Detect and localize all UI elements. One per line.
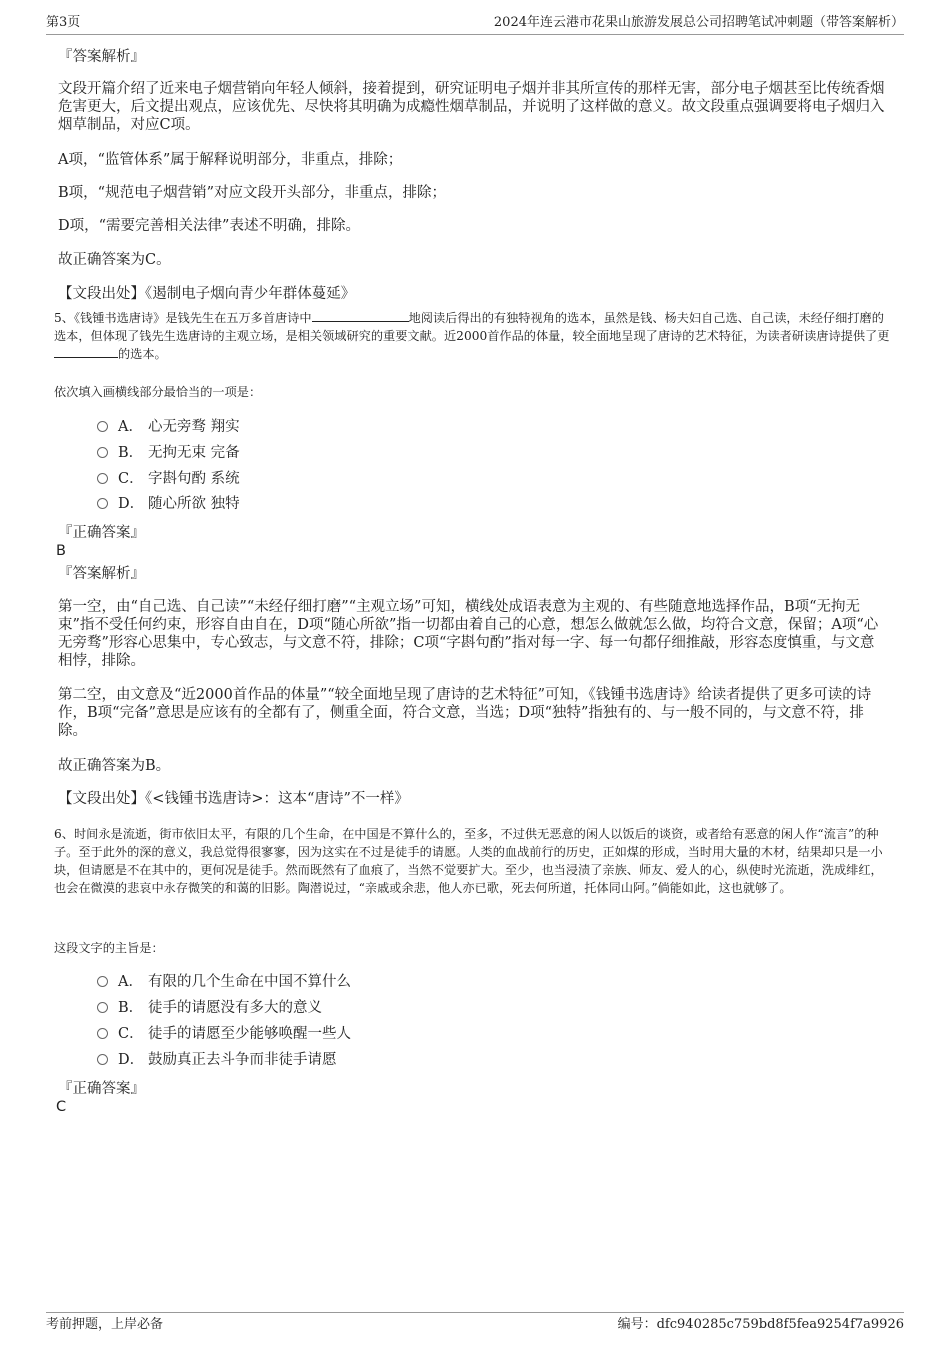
q6-answer-label: 『正确答案』 <box>58 1081 145 1097</box>
page-header <box>46 14 904 35</box>
q6-stem: 6、时间永是流逝，街市依旧太平，有限的几个生命，在中国是不算什么的，至多，不过供无恶意的闲人以饭后的谈资，或者给有恶意的闲人作“流言”的种子。至于此外的深的意义，我总觉得很寥寥，因为这实在不过是徒手的请愿。人类的血战前行的历史，正如煤的形成，当时用大量的木材，结果却只是一小块，但请愿是不在其中的，更何况是徒手。然而既然有了血痕了，当然不觉要扩大。至少，也当浸渍了亲族、师友、爱人的心，纵使时光流逝，洗成绯红，也会在微漠的悲哀中永存微笑的和蔼的旧影。陶潜说过，“亲戚或余悲，他人亦已歌，死去何所道，托体同山阿。”倘能如此，这也就够了。 <box>54 827 883 895</box>
q4-conclusion: 故正确答案为C。 <box>58 252 171 268</box>
q5-analysis-label: 『答案解析』 <box>58 566 145 582</box>
q6-option-a-letter: A． <box>118 974 143 990</box>
q5-blank-2 <box>54 345 118 358</box>
radio-icon[interactable] <box>97 498 108 509</box>
document-code: 编号：dfc940285c759bd8f5fea9254f7a9926 <box>617 1317 904 1332</box>
q5-stem-part1: 5、《钱锺书选唐诗》是钱先生在五万多首唐诗中 <box>54 311 312 325</box>
radio-icon[interactable] <box>97 1002 108 1013</box>
q5-stem-part2: 地阅读后得出的有独特视角的选本，虽然是钱、杨夫妇自己选、自己读，未经仔细打磨的选本，但体现了钱先生选唐诗的主观立场，是相关领域研究的重要文献。近2000首作品的体量，较全面地呈现了唐诗的艺术特征，为读者研读唐诗提供了更 <box>54 311 890 343</box>
q4-source: 【文段出处】《遏制电子烟向青少年群体蔓延》 <box>58 286 356 302</box>
q5-option-c-letter: C． <box>118 471 144 487</box>
q6-option-b-text: 徒手的请愿没有多大的意义 <box>148 1000 322 1016</box>
radio-icon[interactable] <box>97 1054 108 1065</box>
page-footer <box>46 1312 904 1336</box>
q6-option-b[interactable] <box>97 999 322 1017</box>
q5-analysis-paragraph-1: 第一空，由“自己选、自己读”“未经仔细打磨”“主观立场”可知，横线处成语表意为主观的、有些随意地选择作品，B项“无拘无束”指不受任何约束，形容自由自在，D项“随心所欲”指一切都由着自己的心意，想怎么做就怎么做，均符合文意，保留；A项“心无旁骛”形容心思集中，专心致志，与文意不符，排除；C项“字斟句酌”指对每一字、每一句都仔细推敲，形容态度慎重，与文意相悖，排除。 <box>58 599 879 669</box>
q5-source: 【文段出处】《<钱锺书选唐诗>：这本“唐诗”不一样》 <box>58 791 409 807</box>
q5-conclusion: 故正确答案为B。 <box>58 758 171 774</box>
q5-option-c[interactable] <box>97 470 240 488</box>
q6-option-d-text: 鼓励真正去斗争而非徒手请愿 <box>148 1052 337 1068</box>
radio-icon[interactable] <box>97 447 108 458</box>
q5-option-a[interactable] <box>97 418 240 436</box>
q5-option-b-letter: B． <box>118 445 144 461</box>
q5-option-d-text: 随心所欲 独特 <box>148 496 240 512</box>
q6-option-b-letter: B． <box>118 1000 144 1016</box>
q5-answer: B <box>56 543 66 559</box>
q6-option-d-letter: D． <box>118 1052 145 1068</box>
q5-option-b[interactable] <box>97 444 240 462</box>
q5-option-a-letter: A． <box>118 419 143 435</box>
q5-option-d[interactable] <box>97 495 240 513</box>
q5-stem-part3: 的选本。 <box>118 347 167 361</box>
radio-icon[interactable] <box>97 473 108 484</box>
q6-answer: C <box>56 1099 67 1115</box>
q4-analysis-option-a: A项，“监管体系”属于解释说明部分，非重点，排除； <box>58 152 403 168</box>
q5-analysis-paragraph-2: 第二空，由文意及“近2000首作品的体量”“较全面地呈现了唐诗的艺术特征”可知，《钱锺书选唐诗》给读者提供了更多可读的诗作，B项“完备”意思是应该有的全都有了，侧重全面，符合文意，当选；D项“独特”指独有的、与一般不同的，与文意不符，排除。 <box>58 687 872 739</box>
q5-stem <box>54 309 890 363</box>
q5-prompt: 依次填入画横线部分最恰当的一项是： <box>54 385 262 399</box>
radio-icon[interactable] <box>97 421 108 432</box>
q5-answer-label: 『正确答案』 <box>58 525 145 541</box>
q6-option-d[interactable] <box>97 1051 337 1069</box>
q6-option-c-text: 徒手的请愿至少能够唤醒一些人 <box>148 1026 351 1042</box>
radio-icon[interactable] <box>97 1028 108 1039</box>
q6-option-c-letter: C． <box>118 1026 144 1042</box>
q5-option-a-text: 心无旁骛 翔实 <box>148 419 240 435</box>
document-title: 2024年连云港市花果山旅游发展总公司招聘笔试冲刺题（带答案解析） <box>493 15 904 30</box>
q5-option-b-text: 无拘无束 完备 <box>148 445 240 461</box>
page-number: 第3页 <box>46 15 81 30</box>
footer-slogan: 考前押题，上岸必备 <box>46 1317 164 1332</box>
q4-analysis-option-b: B项，“规范电子烟营销”对应文段开头部分，非重点，排除； <box>58 185 446 201</box>
q6-prompt: 这段文字的主旨是： <box>54 941 164 955</box>
q4-analysis-option-d: D项，“需要完善相关法律”表述不明确，排除。 <box>58 218 360 234</box>
radio-icon[interactable] <box>97 976 108 987</box>
q6-option-c[interactable] <box>97 1025 351 1043</box>
q5-option-c-text: 字斟句酌 系统 <box>148 471 240 487</box>
q5-option-d-letter: D． <box>118 496 145 512</box>
q5-blank-1 <box>312 309 409 322</box>
q4-analysis-label: 『答案解析』 <box>58 49 145 65</box>
q4-analysis-paragraph: 文段开篇介绍了近来电子烟营销向年轻人倾斜，接着提到，研究证明电子烟并非其所宣传的那样无害，部分电子烟甚至比传统香烟危害更大，后文提出观点，应该优先、尽快将其明确为成瘾性烟草制品，并说明了这样做的意义。故文段重点强调要将电子烟归入烟草制品，对应C项。 <box>58 81 885 133</box>
q6-option-a[interactable] <box>97 973 351 991</box>
q6-option-a-text: 有限的几个生命在中国不算什么 <box>148 974 351 990</box>
